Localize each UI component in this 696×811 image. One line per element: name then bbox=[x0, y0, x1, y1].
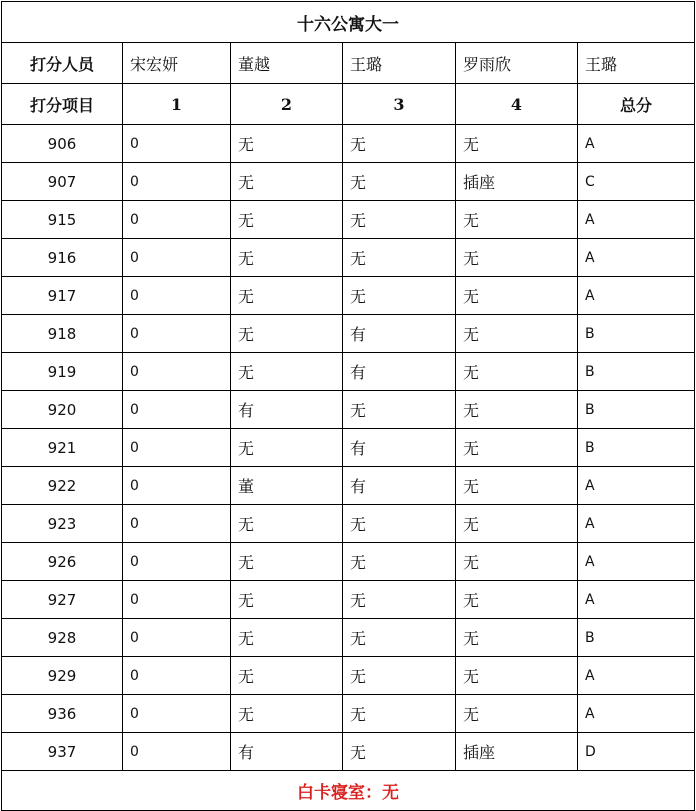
score-item-2: 无 bbox=[231, 125, 343, 163]
table-row bbox=[2, 391, 695, 429]
score-item-2: 无 bbox=[231, 277, 343, 315]
table-row bbox=[2, 429, 695, 467]
total-grade: B bbox=[578, 391, 695, 429]
table-row bbox=[2, 125, 695, 163]
score-item-1: 0 bbox=[123, 467, 231, 505]
room-number: 916 bbox=[2, 239, 123, 277]
table-row bbox=[2, 315, 695, 353]
room-number: 921 bbox=[2, 429, 123, 467]
rater-name-1: 宋宏妍 bbox=[123, 43, 231, 84]
table-row bbox=[2, 353, 695, 391]
score-item-1: 0 bbox=[123, 239, 231, 277]
room-number: 922 bbox=[2, 467, 123, 505]
score-item-3: 有 bbox=[343, 353, 456, 391]
white-card-note: 白卡寝室：无 bbox=[2, 771, 695, 811]
score-item-4: 无 bbox=[456, 353, 578, 391]
table-row bbox=[2, 733, 695, 771]
score-item-3: 无 bbox=[343, 201, 456, 239]
score-item-2: 有 bbox=[231, 391, 343, 429]
total-grade: C bbox=[578, 163, 695, 201]
score-item-2: 无 bbox=[231, 201, 343, 239]
room-number: 927 bbox=[2, 581, 123, 619]
score-item-4: 无 bbox=[456, 505, 578, 543]
score-item-3: 无 bbox=[343, 657, 456, 695]
score-item-3: 无 bbox=[343, 695, 456, 733]
table-row bbox=[2, 543, 695, 581]
total-grade: A bbox=[578, 467, 695, 505]
score-item-3: 无 bbox=[343, 581, 456, 619]
item-number-3: 3 bbox=[343, 84, 456, 125]
score-item-4: 无 bbox=[456, 315, 578, 353]
score-item-3: 有 bbox=[343, 429, 456, 467]
item-number-1: 1 bbox=[123, 84, 231, 125]
total-grade: A bbox=[578, 201, 695, 239]
total-grade: B bbox=[578, 619, 695, 657]
total-grade: A bbox=[578, 695, 695, 733]
table-row bbox=[2, 581, 695, 619]
score-item-1: 0 bbox=[123, 505, 231, 543]
room-number: 937 bbox=[2, 733, 123, 771]
room-number: 920 bbox=[2, 391, 123, 429]
score-item-1: 0 bbox=[123, 315, 231, 353]
score-item-2: 无 bbox=[231, 505, 343, 543]
table-row bbox=[2, 505, 695, 543]
score-item-1: 0 bbox=[123, 391, 231, 429]
score-item-4: 无 bbox=[456, 467, 578, 505]
table-row bbox=[2, 239, 695, 277]
score-item-2: 有 bbox=[231, 733, 343, 771]
score-item-3: 无 bbox=[343, 391, 456, 429]
score-item-3: 无 bbox=[343, 619, 456, 657]
item-number-4: 4 bbox=[456, 84, 578, 125]
total-grade: A bbox=[578, 125, 695, 163]
score-item-4: 无 bbox=[456, 429, 578, 467]
score-item-3: 无 bbox=[343, 543, 456, 581]
total-grade: A bbox=[578, 581, 695, 619]
score-item-4: 无 bbox=[456, 581, 578, 619]
table-row bbox=[2, 467, 695, 505]
score-table bbox=[1, 1, 695, 811]
score-item-2: 无 bbox=[231, 163, 343, 201]
score-item-3: 无 bbox=[343, 239, 456, 277]
score-item-4: 无 bbox=[456, 125, 578, 163]
rater-name-2: 董越 bbox=[231, 43, 343, 84]
rater-name-4: 罗雨欣 bbox=[456, 43, 578, 84]
score-item-1: 0 bbox=[123, 429, 231, 467]
room-number: 923 bbox=[2, 505, 123, 543]
score-item-1: 0 bbox=[123, 353, 231, 391]
score-item-1: 0 bbox=[123, 733, 231, 771]
room-number: 929 bbox=[2, 657, 123, 695]
room-number: 907 bbox=[2, 163, 123, 201]
rater-name-5: 王璐 bbox=[578, 43, 695, 84]
total-grade: A bbox=[578, 239, 695, 277]
score-item-1: 0 bbox=[123, 163, 231, 201]
raters-label: 打分人员 bbox=[2, 43, 123, 84]
score-item-4: 无 bbox=[456, 391, 578, 429]
score-item-1: 0 bbox=[123, 125, 231, 163]
room-number: 936 bbox=[2, 695, 123, 733]
room-number: 928 bbox=[2, 619, 123, 657]
score-item-2: 董 bbox=[231, 467, 343, 505]
table-row bbox=[2, 657, 695, 695]
score-item-1: 0 bbox=[123, 543, 231, 581]
table-row bbox=[2, 619, 695, 657]
total-label: 总分 bbox=[578, 84, 695, 125]
score-item-3: 无 bbox=[343, 733, 456, 771]
score-item-1: 0 bbox=[123, 581, 231, 619]
score-item-1: 0 bbox=[123, 695, 231, 733]
score-item-2: 无 bbox=[231, 695, 343, 733]
score-item-4: 无 bbox=[456, 619, 578, 657]
total-grade: D bbox=[578, 733, 695, 771]
raters-row bbox=[2, 43, 695, 84]
room-number: 917 bbox=[2, 277, 123, 315]
total-grade: B bbox=[578, 315, 695, 353]
room-number: 926 bbox=[2, 543, 123, 581]
table-row bbox=[2, 695, 695, 733]
room-number: 915 bbox=[2, 201, 123, 239]
score-item-3: 无 bbox=[343, 163, 456, 201]
room-number: 919 bbox=[2, 353, 123, 391]
score-item-4: 无 bbox=[456, 695, 578, 733]
score-item-4: 插座 bbox=[456, 163, 578, 201]
score-item-3: 无 bbox=[343, 505, 456, 543]
score-item-2: 无 bbox=[231, 353, 343, 391]
score-item-1: 0 bbox=[123, 277, 231, 315]
score-item-2: 无 bbox=[231, 619, 343, 657]
score-item-4: 无 bbox=[456, 657, 578, 695]
score-item-4: 无 bbox=[456, 277, 578, 315]
total-grade: A bbox=[578, 277, 695, 315]
score-item-1: 0 bbox=[123, 201, 231, 239]
title-row bbox=[2, 2, 695, 43]
score-item-3: 有 bbox=[343, 315, 456, 353]
score-item-2: 无 bbox=[231, 315, 343, 353]
score-item-3: 有 bbox=[343, 467, 456, 505]
score-item-3: 无 bbox=[343, 125, 456, 163]
score-item-4: 无 bbox=[456, 543, 578, 581]
item-number-2: 2 bbox=[231, 84, 343, 125]
rater-name-3: 王璐 bbox=[343, 43, 456, 84]
total-grade: A bbox=[578, 657, 695, 695]
total-grade: A bbox=[578, 543, 695, 581]
table-row bbox=[2, 201, 695, 239]
items-row bbox=[2, 84, 695, 125]
score-item-2: 无 bbox=[231, 543, 343, 581]
score-item-4: 无 bbox=[456, 201, 578, 239]
score-item-2: 无 bbox=[231, 581, 343, 619]
room-number: 906 bbox=[2, 125, 123, 163]
table-title: 十六公寓大一 bbox=[2, 2, 695, 43]
score-item-4: 无 bbox=[456, 239, 578, 277]
table-row bbox=[2, 163, 695, 201]
items-label: 打分项目 bbox=[2, 84, 123, 125]
room-number: 918 bbox=[2, 315, 123, 353]
table-row bbox=[2, 277, 695, 315]
score-item-1: 0 bbox=[123, 657, 231, 695]
score-item-3: 无 bbox=[343, 277, 456, 315]
score-item-4: 插座 bbox=[456, 733, 578, 771]
score-item-1: 0 bbox=[123, 619, 231, 657]
score-item-2: 无 bbox=[231, 657, 343, 695]
score-item-2: 无 bbox=[231, 239, 343, 277]
footer-row bbox=[2, 771, 695, 811]
score-item-2: 无 bbox=[231, 429, 343, 467]
total-grade: B bbox=[578, 429, 695, 467]
total-grade: A bbox=[578, 505, 695, 543]
total-grade: B bbox=[578, 353, 695, 391]
